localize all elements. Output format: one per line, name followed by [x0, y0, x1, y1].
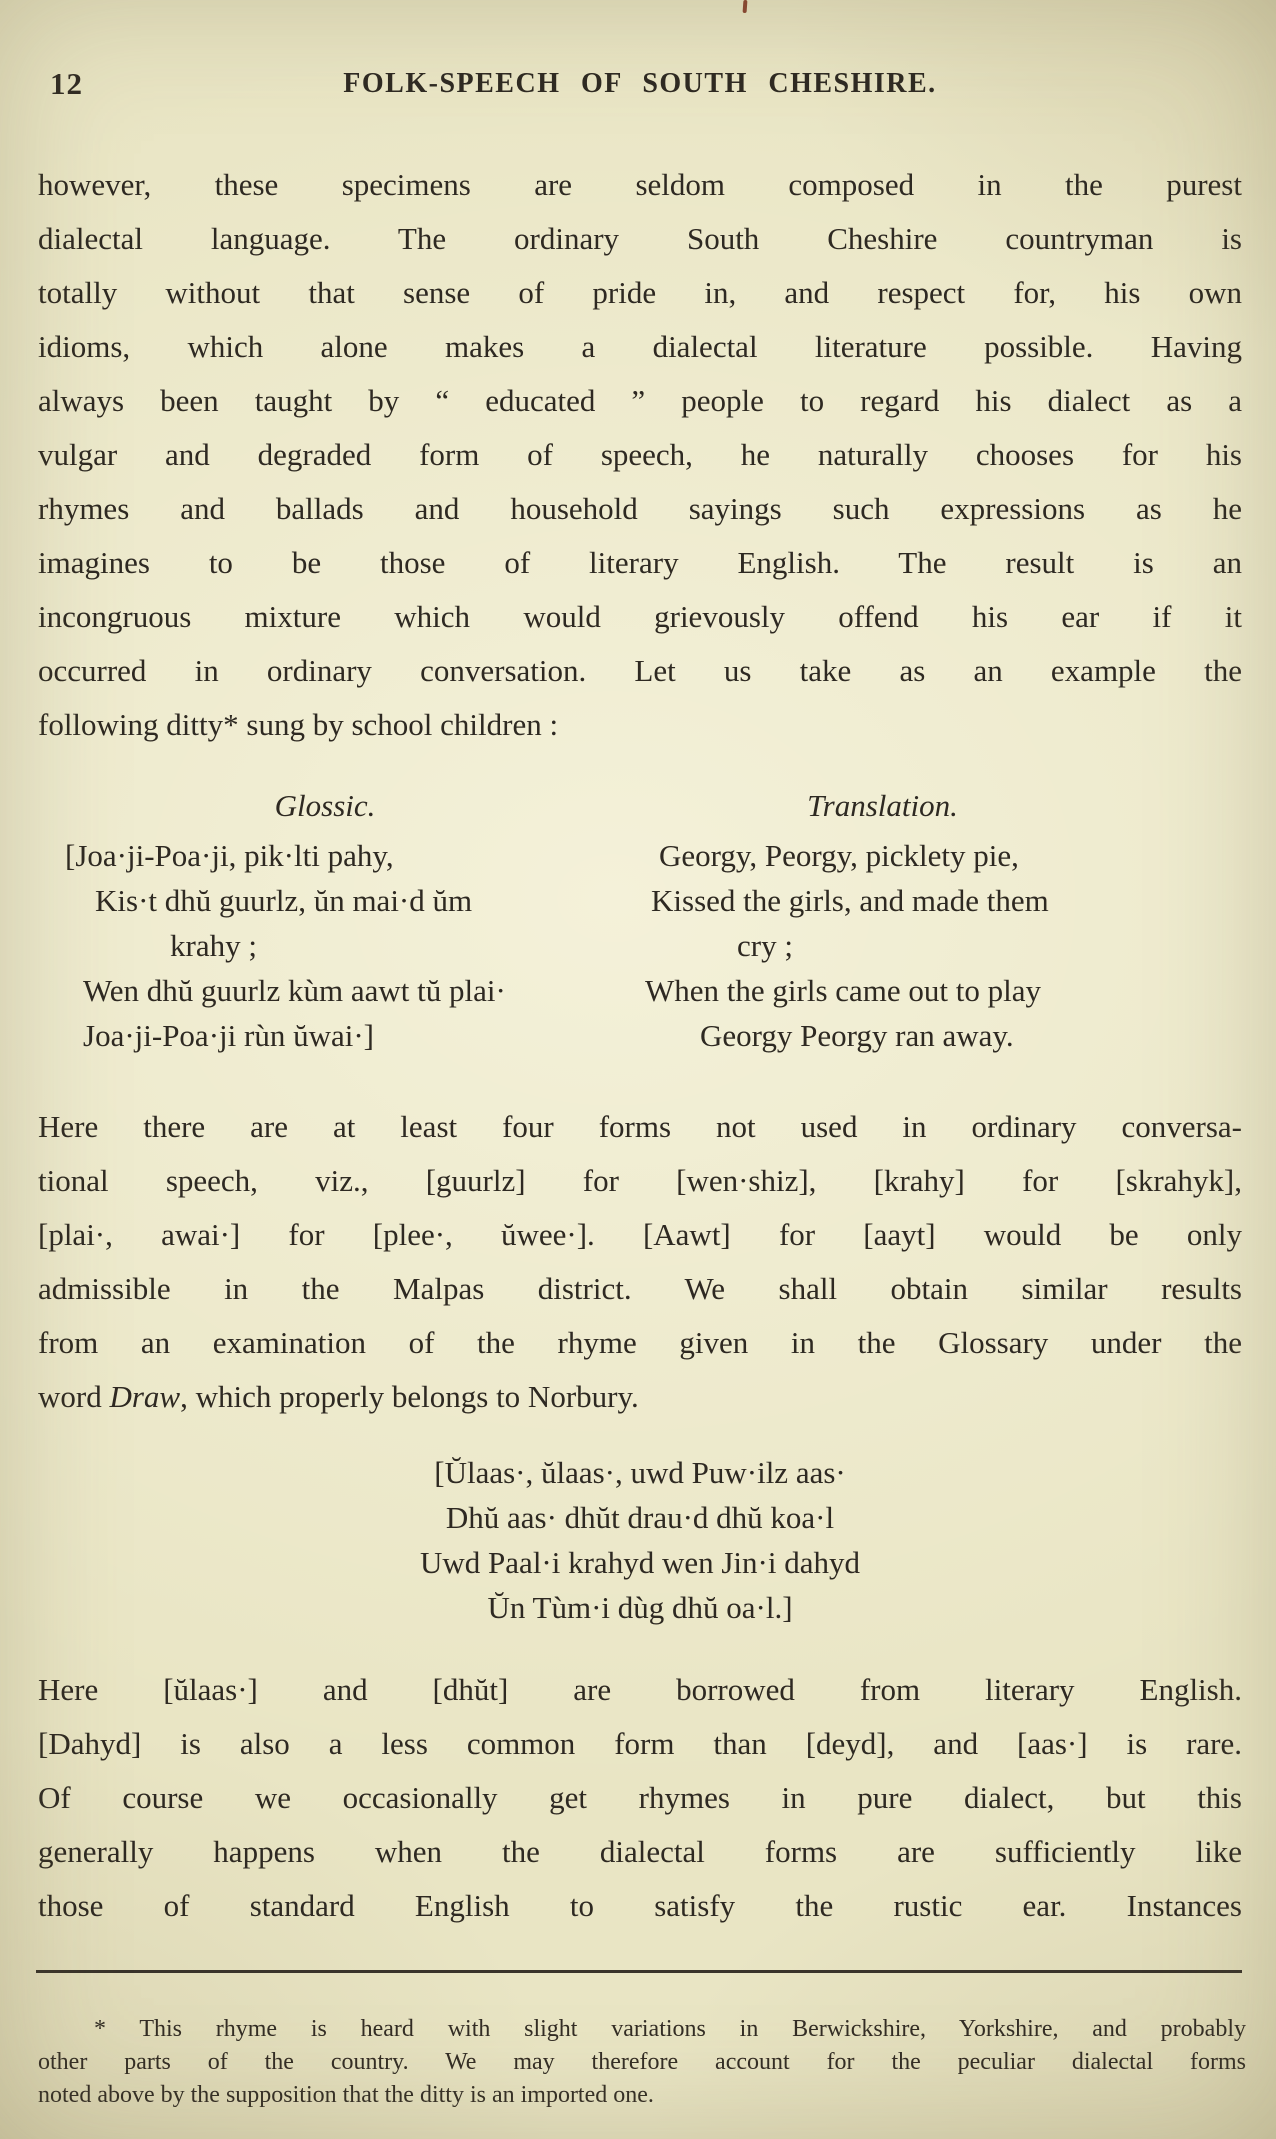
footnote-divider [36, 1970, 1242, 1973]
text-line: occurred in ordinary conversation. Let us take as an example the [38, 653, 1242, 688]
text-line: those of standard English to satisfy the rustic ear. Instances [38, 1888, 1242, 1923]
ditty-glossic-column [65, 783, 585, 1058]
text-line: tional speech, viz., [guurlz] for [wen·shiz], [krahy] for [skrahyk], [38, 1163, 1242, 1198]
verse-line: When the girls came out to play [645, 973, 1041, 1008]
text-line: generally happens when the dialectal forms are sufficiently like [38, 1834, 1242, 1869]
text-line: dialectal language. The ordinary South Cheshire countryman is [38, 221, 1242, 256]
text-line: [Dahyd] is also a less common form than [deyd], and [aas·] is rare. [38, 1726, 1242, 1761]
translation-heading: Translation. [807, 788, 958, 823]
verse-line: krahy ; [170, 928, 257, 963]
text-line: incongruous mixture which would grievously offend his ear if it [38, 599, 1242, 634]
verse-line: Wen dhŭ guurlz kùm aawt tŭ plai· [83, 973, 506, 1008]
page-header [38, 66, 1242, 110]
text-line: Here there are at least four forms not used in ordinary conversa- [38, 1109, 1242, 1144]
verse-line: Ŭn Tùm·i dùg dhŭ oa·l.] [487, 1590, 793, 1625]
verse-line: cry ; [737, 928, 793, 963]
verse-line: Dhŭ aas· dhŭt drau·d dhŭ koa·l [445, 1500, 835, 1535]
footnote-line: * This rhyme is heard with slight variations in Berwickshire, Yorkshire, and probably [94, 2016, 1246, 2042]
translation-verse [645, 833, 1120, 1058]
text-line: imagines to be those of literary English. The result is an [38, 545, 1242, 580]
text-line [38, 1370, 1242, 1424]
footnote-line: other parts of the country. We may therefore account for the peculiar dialectal forms [38, 2049, 1246, 2075]
glossic-heading: Glossic. [274, 788, 376, 823]
text-line: following ditty* sung by school children : [38, 707, 559, 742]
verse-line: Kissed the girls, and made them [651, 883, 1049, 918]
verse-line: Uwd Paal·i krahyd wen Jin·i dahyd [420, 1545, 860, 1580]
text-line: Here [ŭlaas·] and [dhŭt] are borrowed from literary English. [38, 1672, 1242, 1707]
text-run: word [38, 1379, 110, 1414]
verse-line: [Joa·ji-Poa·ji, pik·lti pahy, [65, 838, 394, 873]
footnote [38, 2013, 1246, 2112]
glossic-verse [65, 833, 585, 1058]
text-line: always been taught by “ educated ” people to regard his dialect as a [38, 383, 1242, 418]
text-line: idioms, which alone makes a dialectal literature possible. Having [38, 329, 1242, 364]
text-line: vulgar and degraded form of speech, he naturally chooses for his [38, 437, 1242, 472]
text-line: rhymes and ballads and household sayings such expressions as he [38, 491, 1242, 526]
italic-word: Draw [109, 1379, 181, 1414]
text-line: however, these specimens are seldom composed in the purest [38, 167, 1242, 202]
footnote-line: noted above by the supposition that the ditty is an imported one. [38, 2082, 654, 2108]
text-line: admissible in the Malpas district. We shall obtain similar results [38, 1271, 1242, 1306]
paragraph-3 [38, 1663, 1242, 1933]
text-line: [plai·, awai·] for [plee·, ŭwee·]. [Aawt] for [aayt] would be only [38, 1217, 1242, 1252]
paragraph-1 [38, 158, 1242, 752]
ditty-translation-column [645, 783, 1120, 1058]
glossary-rhyme-verse [38, 1450, 1242, 1630]
running-title: FOLK-SPEECH OF SOUTH CHESHIRE. [343, 68, 937, 99]
verse-line: Joa·ji-Poa·ji rùn ŭwai·] [83, 1018, 374, 1053]
verse-line: [Ŭlaas·, ŭlaas·, uwd Puw·ilz aas· [434, 1455, 846, 1490]
text-run: , which properly belongs to Norbury. [180, 1379, 639, 1414]
verse-line: Georgy, Peorgy, picklety pie, [659, 838, 1019, 873]
scan-artifact-mark [743, 0, 748, 13]
verse-line: Georgy Peorgy ran away. [700, 1018, 1014, 1053]
text-line: Of course we occasionally get rhymes in pure dialect, but this [38, 1780, 1242, 1815]
text-line: totally without that sense of pride in, and respect for, his own [38, 275, 1242, 310]
paragraph-2 [38, 1100, 1242, 1424]
text-line: from an examination of the rhyme given in the Glossary under the [38, 1325, 1242, 1360]
verse-line: Kis·t dhŭ guurlz, ŭn mai·d ŭm [95, 883, 473, 918]
page-number: 12 [50, 66, 83, 101]
